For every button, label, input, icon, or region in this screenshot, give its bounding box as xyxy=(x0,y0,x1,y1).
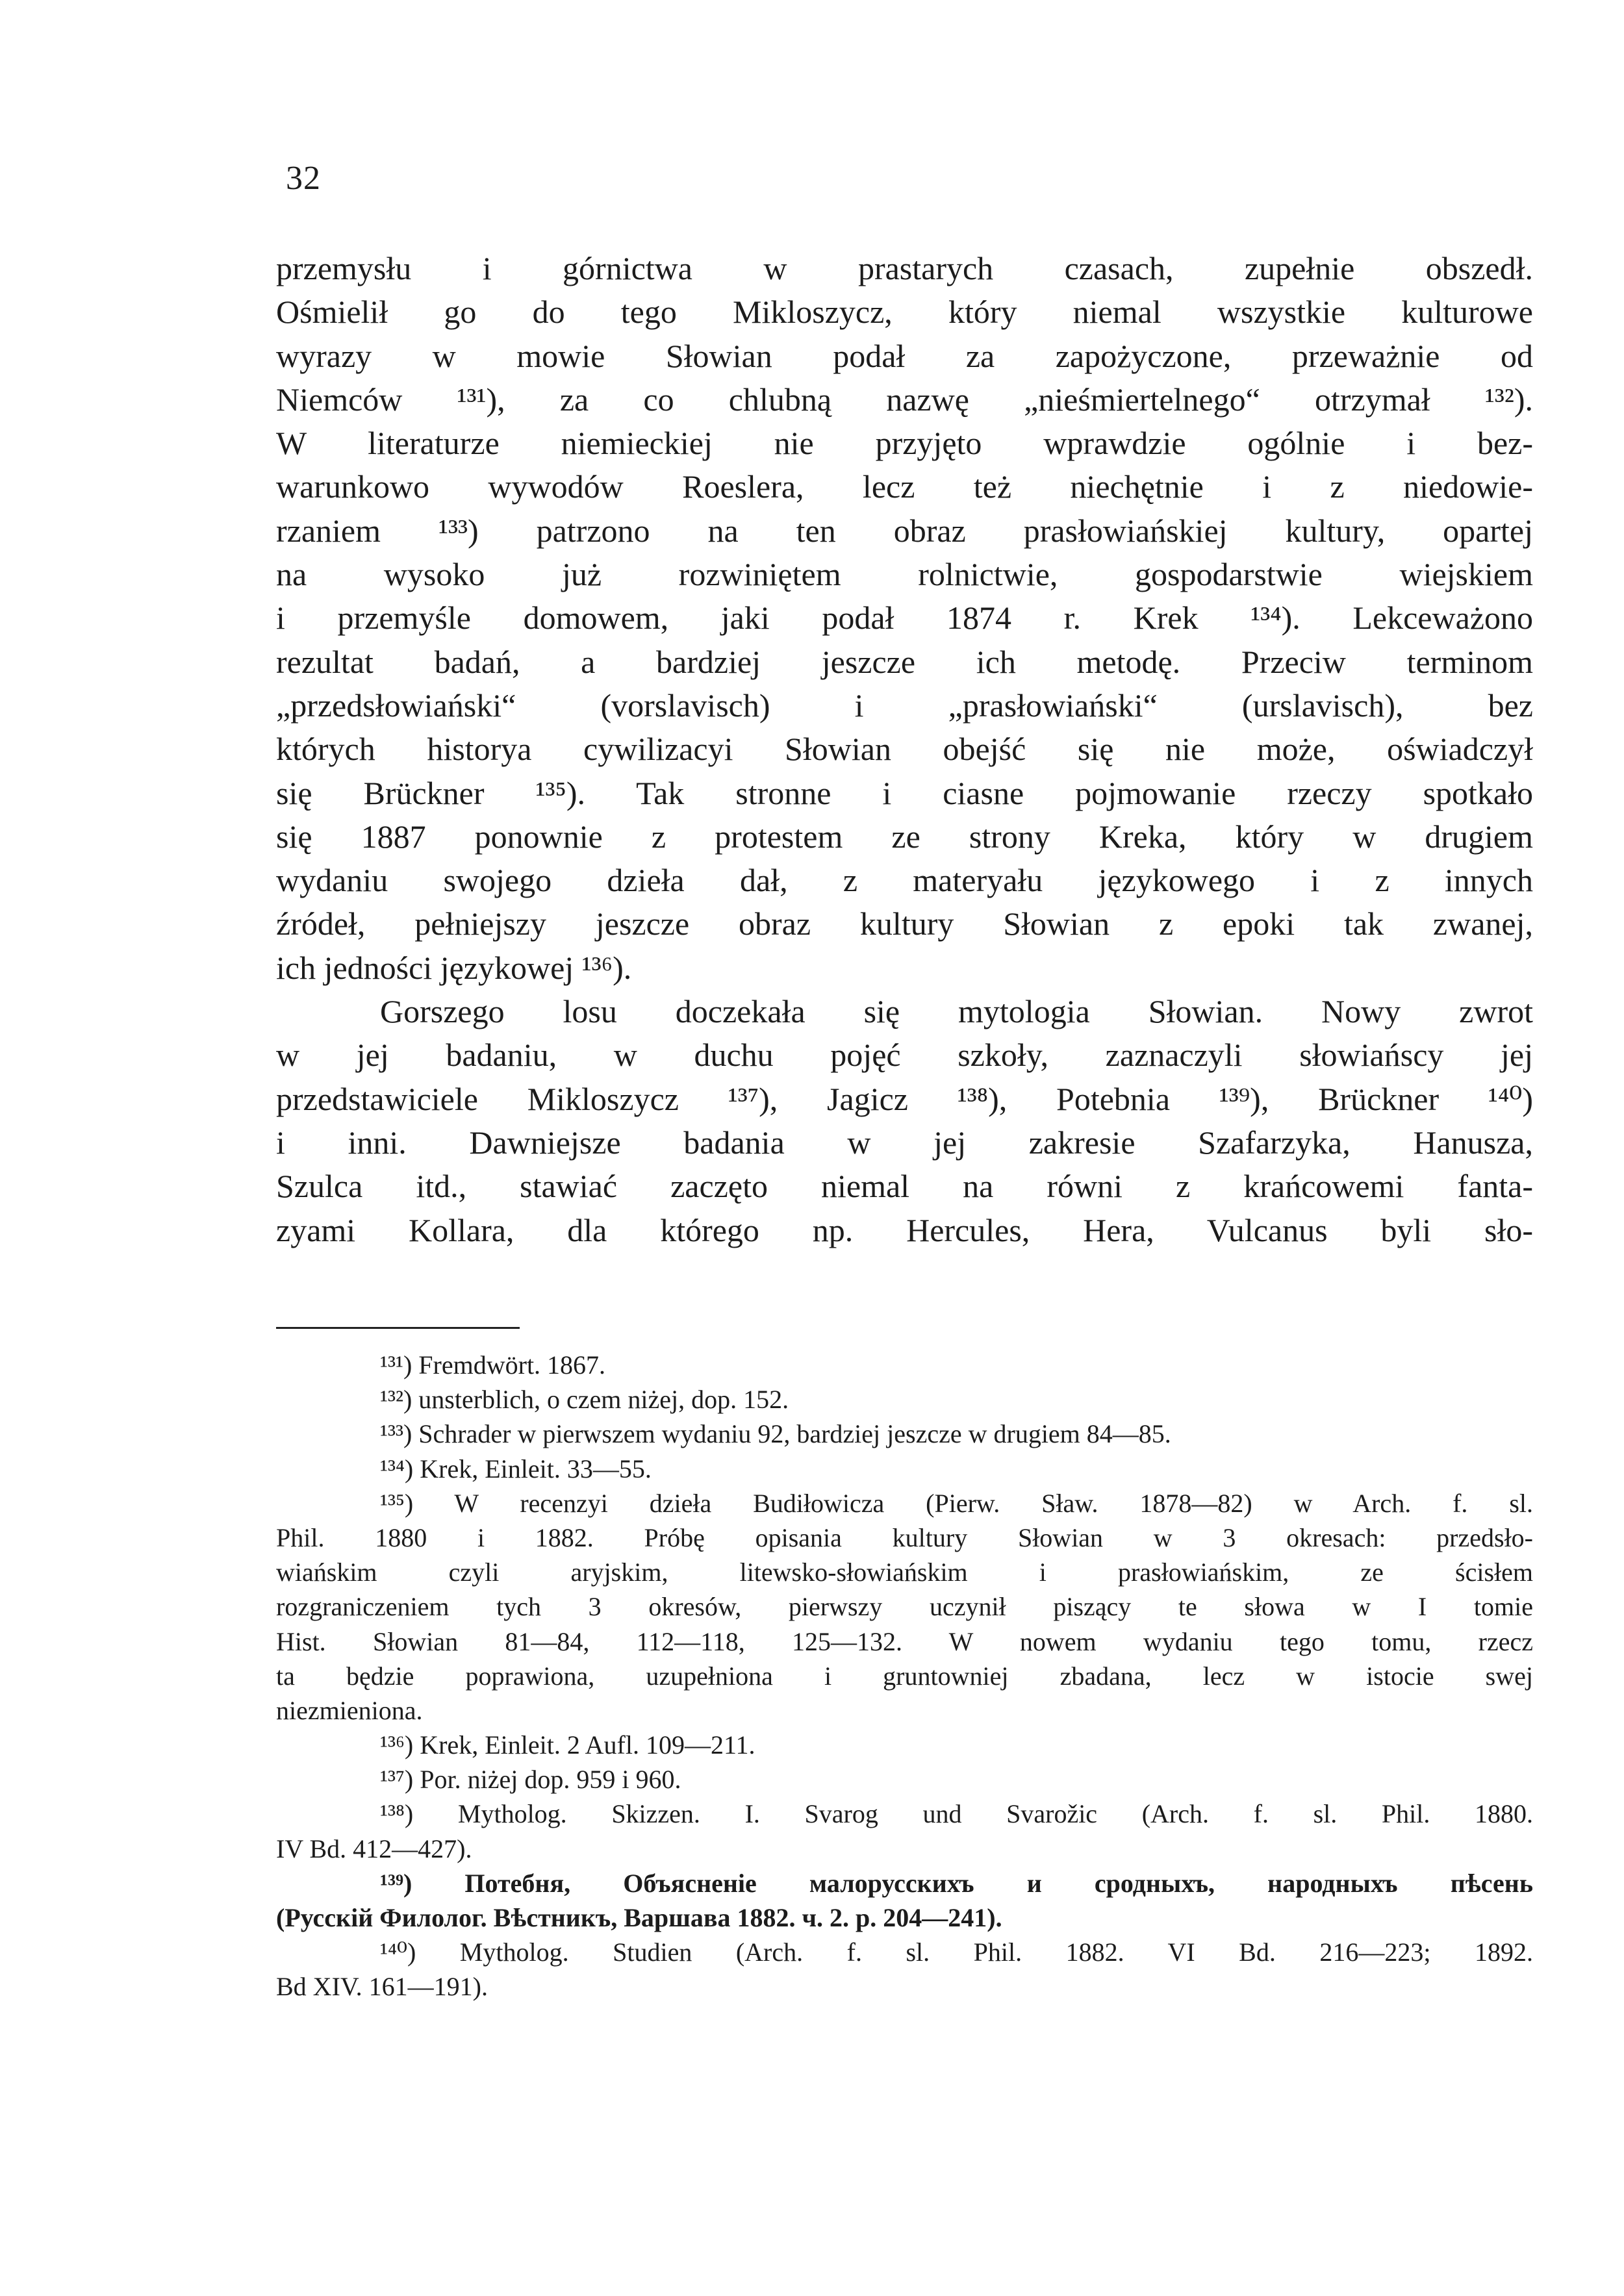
footnote-line: ¹⁴⁰) Mytholog. Studien (Arch. f. sl. Phil. 1882. VI Bd. 216—223; 1892. xyxy=(380,1937,1533,1967)
footnote-line: ¹³⁹) Потебня, Объясненiе малорусскихъ и сродныхъ, народныхъ пѣсень xyxy=(380,1868,1533,1898)
body-text-line: się Brückner ¹³⁵). Tak stronne i ciasne pojmowanie rzeczy spotkało xyxy=(276,774,1533,811)
body-text-line: „przedsłowiański“ (vorslavisch) i „prasłowiański“ (urslavisch), bez xyxy=(276,687,1533,724)
body-text-line: wyrazy w mowie Słowian podał za zapożyczone, przeważnie od xyxy=(276,337,1533,374)
body-text-line: przedstawiciele Mikloszycz ¹³⁷), Jagicz ¹³⁸), Potebnia ¹³⁹), Brückner ¹⁴⁰) xyxy=(276,1080,1533,1117)
footnote-line: ¹³⁸) Mytholog. Skizzen. I. Svarog und Svarožic (Arch. f. sl. Phil. 1880. xyxy=(380,1799,1533,1829)
page-number: 32 xyxy=(286,160,321,197)
footnote-line: ¹³⁴) Krek, Einleit. 33—55. xyxy=(380,1454,652,1483)
body-text-line: warunkowo wywodów Roeslera, lecz też niechętnie i z niedowie- xyxy=(276,468,1533,505)
body-text-line: i przemyśle domowem, jaki podał 1874 r. Krek ¹³⁴). Lekceważono xyxy=(276,599,1533,637)
body-text-line: Gorszego losu doczekała się mytologia Słowian. Nowy zwrot xyxy=(380,993,1533,1030)
footnotes xyxy=(276,1348,1533,2004)
footnote-line: niezmieniona. xyxy=(276,1695,423,1725)
footnote-divider xyxy=(276,1327,520,1329)
body-text-line: rezultat badań, a bardziej jeszcze ich metodę. Przeciw terminom xyxy=(276,643,1533,680)
body-text-line: których historya cywilizacyi Słowian obejść się nie może, oświadczył xyxy=(276,731,1533,768)
footnote-line: rozgraniczeniem tych 3 okresów, pierwszy uczynił piszący te słowa w I tomie xyxy=(276,1592,1533,1622)
body-text-line: W literaturze niemieckiej nie przyjęto wprawdzie ogólnie i bez- xyxy=(276,425,1533,462)
body-text-line: ich jedności językowej ¹³⁶). xyxy=(276,949,632,986)
footnote-line: ¹³⁷) Por. niżej dop. 959 i 960. xyxy=(380,1765,681,1795)
footnote-line: ta będzie poprawiona, uzupełniona i gruntowniej zbadana, lecz w istocie swej xyxy=(276,1661,1533,1691)
footnote-line: Bd XIV. 161—191). xyxy=(276,1972,488,2002)
main-text xyxy=(276,247,1533,1252)
footnote-line: ¹³⁶) Krek, Einleit. 2 Aufl. 109—211. xyxy=(380,1730,755,1760)
footnote-line: ¹³¹) Fremdwört. 1867. xyxy=(380,1350,606,1380)
body-text-line: na wysoko już rozwiniętem rolnictwie, gospodarstwie wiejskiem xyxy=(276,556,1533,593)
footnote-line: ¹³⁵) W recenzyi dzieła Budiłowicza (Pierw. Sław. 1878—82) w Arch. f. sl. xyxy=(380,1488,1533,1518)
body-text-line: Niemców ¹³¹), za co chlubną nazwę „nieśmiertelnego“ otrzymał ¹³²). xyxy=(276,381,1533,418)
footnote-line: Phil. 1880 i 1882. Próbę opisania kultury Słowian w 3 okresach: przedsło- xyxy=(276,1522,1533,1552)
body-text-line: źródeł, pełniejszy jeszcze obraz kultury Słowian z epoki tak zwanej, xyxy=(276,905,1533,942)
footnote-line: wiańskim czyli aryjskim, litewsko-słowiańskim i prasłowiańskim, ze ścisłem xyxy=(276,1558,1533,1587)
body-text-line: i inni. Dawniejsze badania w jej zakresie Szafarzyka, Hanusza, xyxy=(276,1124,1533,1161)
footnote-line: IV Bd. 412—427). xyxy=(276,1834,472,1863)
body-text-line: w jej badaniu, w duchu pojęć szkoły, zaznaczyli słowiańscy jej xyxy=(276,1037,1533,1074)
footnote-line: ¹³²) unsterblich, o czem niżej, dop. 152. xyxy=(380,1385,789,1415)
body-text-line: zyami Kollara, dla którego np. Hercules, Hera, Vulcanus byli sło- xyxy=(276,1211,1533,1248)
body-text-line: się 1887 ponownie z protestem ze strony Kreka, który w drugiem xyxy=(276,818,1533,855)
body-text-line: wydaniu swojego dzieła dał, z materyału językowego i z innych xyxy=(276,862,1533,899)
footnote-line: ¹³³) Schrader w pierwszem wydaniu 92, bardziej jeszcze w drugiem 84—85. xyxy=(380,1419,1171,1449)
body-text-line: Ośmielił go do tego Mikloszycz, który niemal wszystkie kulturowe xyxy=(276,294,1533,331)
footnote-line: Hist. Słowian 81—84, 112—118, 125—132. W nowem wydaniu tego tomu, rzecz xyxy=(276,1626,1533,1656)
body-text-line: rzaniem ¹³³) patrzono na ten obraz prasłowiańskiej kultury, opartej xyxy=(276,512,1533,549)
footnote-line: (Русскiй Филолог. Вѣстникъ, Варшава 1882. ч. 2. p. 204—241). xyxy=(276,1903,1002,1932)
body-text-line: Szulca itd., stawiać zaczęto niemal na równi z krańcowemi fanta- xyxy=(276,1168,1533,1205)
body-text-line: przemysłu i górnictwa w prastarych czasach, zupełnie obszedł. xyxy=(276,250,1533,286)
